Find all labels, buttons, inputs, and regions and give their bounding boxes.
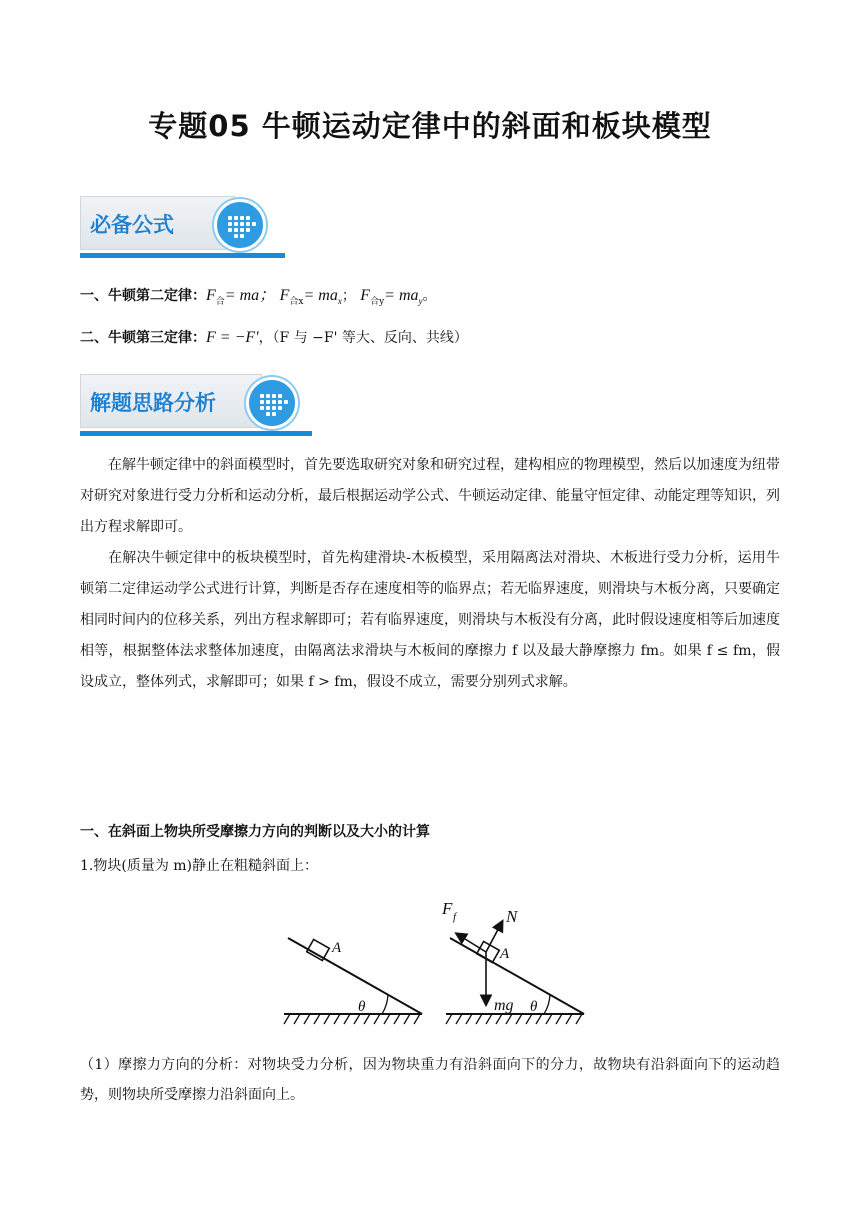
- formula-rhs: = ma: [384, 287, 419, 304]
- formulas-banner-label: 必备公式: [90, 213, 174, 237]
- incline-figure: [270, 890, 600, 1040]
- item-text: 1.物块(质量为 m)静止在粗糙斜面上：: [80, 858, 319, 874]
- formula-subscript: x: [337, 296, 342, 306]
- section-heading: 一、在斜面上物块所受摩擦力方向的判断以及大小的计算: [80, 824, 430, 840]
- formula-symbol: F: [360, 287, 371, 304]
- formula-subscript: y: [418, 296, 423, 306]
- left-incline: [284, 938, 422, 1024]
- paragraph-board-block: 在解决牛顿定律中的板块模型时，首先构建滑块-木板模型，采用隔离法对滑块、木板进行受力分析，运用牛顿第二定律运动学公式进行计算，判断是否存在速度相等的临界点；若无临界速度，则滑块与木板分离，只要确定相同时间内的位移关系，列出方程求解即可；若有临界速度，则滑块与木板没有分离，此时假设速度相等后加速度相等，根据整体法求整体加速度，由隔离法求滑块与木板间的摩擦力 f 以及最大静摩擦力 fm。如果 f ≤ fm，假设成立，整体列式，求解即可；如果 f > fm，假设不成立，需要分别列式求解。: [80, 550, 780, 690]
- block-label: A: [500, 946, 510, 962]
- formula-rhs: = ma；: [224, 287, 276, 304]
- normal-label: N: [506, 907, 518, 926]
- newton2-label: 一、牛顿第二定律：: [80, 288, 206, 304]
- friction-direction-analysis: （1）摩擦力方向的分析：对物块受力分析，因为物块重力有沿斜面向下的分力，故物块有沿斜面向下的运动趋势，则物块所受摩擦力沿斜面向上。: [80, 1057, 780, 1103]
- right-incline: [446, 922, 584, 1024]
- formula-separator: ；: [341, 288, 356, 304]
- formula-subscript: 合y: [370, 297, 385, 307]
- formula-symbol: F: [206, 287, 216, 304]
- newton3-label: 二、牛顿第三定律：: [80, 330, 206, 346]
- dot-grid-icon: [214, 199, 266, 251]
- analysis-banner: [80, 374, 312, 436]
- block-label: A: [332, 940, 342, 956]
- newton3-expr: F = −F': [206, 329, 259, 346]
- angle-label: θ: [358, 999, 366, 1015]
- formula-rhs: = ma: [303, 287, 338, 304]
- formula-subscript: 合: [215, 297, 225, 307]
- formula-symbol: F: [279, 287, 290, 304]
- analysis-banner-label: 解题思路分析: [90, 391, 216, 415]
- angle-label: θ: [530, 999, 538, 1015]
- newton-third-law: [80, 328, 468, 348]
- gravity-label: mg: [494, 997, 514, 1014]
- page-title: 专题05 牛顿运动定律中的斜面和板块模型: [148, 109, 712, 143]
- formula-end: 。: [422, 288, 437, 304]
- friction-subscript: f: [453, 911, 457, 923]
- formulas-banner: [80, 196, 285, 258]
- newton3-note: ，（F 与 −F' 等大、反向、共线）: [258, 330, 468, 346]
- formula-subscript: 合x: [289, 297, 304, 307]
- dot-grid-icon: [246, 377, 298, 429]
- analysis-text: [80, 450, 780, 698]
- newton-second-law: [80, 286, 437, 312]
- friction-label: F: [442, 899, 453, 918]
- paragraph-incline: 在解牛顿定律中的斜面模型时，首先要选取研究对象和研究过程，建构相应的物理模型，然后以加速度为纽带对研究对象进行受力分析和运动分析，最后根据运动学公式、牛顿运动定律、能量守恒定律、动能定理等知识，列出方程求解即可。: [80, 457, 780, 535]
